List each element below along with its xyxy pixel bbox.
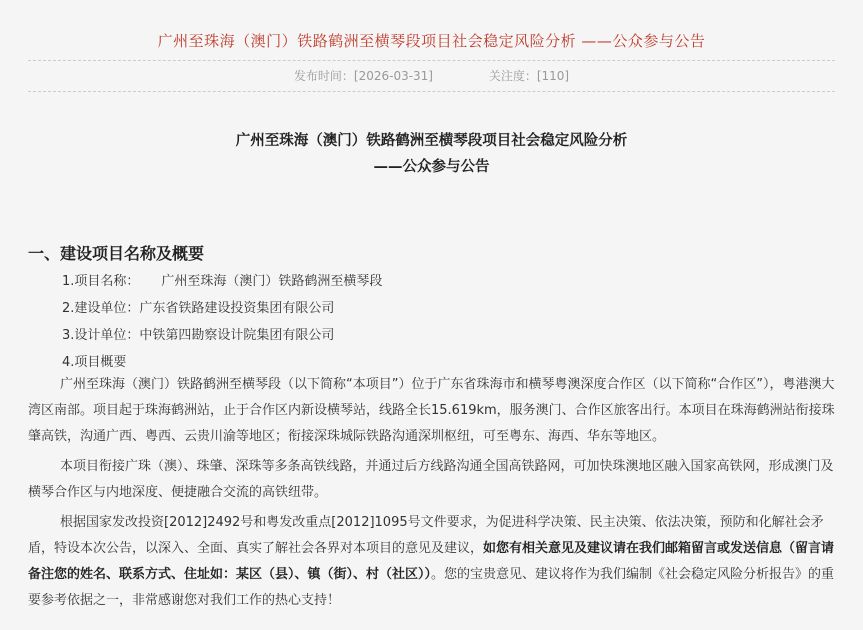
consultation-text-end: 。您的宝贵意见、建议将作为我们编制《社会稳定风险分析报告》的重要参考依据之一，非常感谢您对我们工作的热心支持！ xyxy=(28,567,835,608)
item-value: 中铁第四勘察设计院集团有限公司 xyxy=(139,328,335,343)
meta-bar xyxy=(0,61,863,91)
paragraph-overview: 广州至珠海（澳门）铁路鹤洲至横琴段（以下简称“本项目”）位于广东省珠海市和横琴粤澳深度合作区（以下简称“合作区”），粤港澳大湾区南部。项目起于珠海鹤洲站，止于合作区内新设横琴站，线路全长15.619km，服务澳门、合作区旅客出行。本项目在珠海鹤洲站衔接珠肇高铁，沟通广西、粤西、云贵川渝等地区；衔接深珠城际铁路沟通深圳枢纽，可至粤东、海西、华东等地区。 xyxy=(28,377,835,444)
article-title-line1: 广州至珠海（澳门）铁路鹤洲至横琴段项目社会稳定风险分析 xyxy=(235,133,628,149)
item-value: 广州至珠海（澳门）铁路鹤洲至横琴段 xyxy=(161,274,383,289)
item-label: 4.项目概要 xyxy=(62,355,127,370)
meta-divider xyxy=(28,91,835,92)
item-summary xyxy=(62,351,126,370)
attention-count: 关注度：[110] xyxy=(488,69,570,83)
article-title xyxy=(0,128,863,180)
paragraph-consultation xyxy=(28,510,841,614)
item-label: 3.设计单位： xyxy=(62,328,140,343)
consultation-contact-instruction: 如您有相关意见及建议请在我们邮箱留言或发送信息（留言请备注您的姓名、联系方式、住址如：某区（县）、镇（街）、村（社区）） xyxy=(28,541,835,582)
page-header-title: 广州至珠海（澳门）铁路鹤洲至横琴段项目社会稳定风险分析 ——公众参与公告 xyxy=(157,32,706,50)
item-label: 1.项目名称： xyxy=(62,274,140,289)
item-project-name xyxy=(62,270,382,289)
item-label: 2.建设单位： xyxy=(62,301,140,316)
item-designer xyxy=(62,324,334,343)
item-builder xyxy=(62,297,334,316)
article-title-line2: ——公众参与公告 xyxy=(373,159,490,175)
section-heading: 一、建设项目名称及概要 xyxy=(28,244,205,263)
publish-time: 发布时间：[2026-03-31] xyxy=(293,69,433,83)
paragraph-network: 本项目衔接广珠（澳）、珠肇、深珠等多条高铁线路，并通过后方线路沟通全国高铁路网，可加快珠澳地区融入国家高铁网，形成澳门及横琴合作区与内地深度、便捷融合交流的高铁纽带。 xyxy=(28,459,834,500)
item-value: 广东省铁路建设投资集团有限公司 xyxy=(139,301,335,316)
consultation-text-start: 根据国家发改投资[2012]2492号和粤发改重点[2012]1095号文件要求，为促进科学决策、民主决策、依法决策，预防和化解社会矛盾，特设本次公告，以深入、全面、真实了解社会各界对本项目的意见及建议， xyxy=(28,515,824,556)
